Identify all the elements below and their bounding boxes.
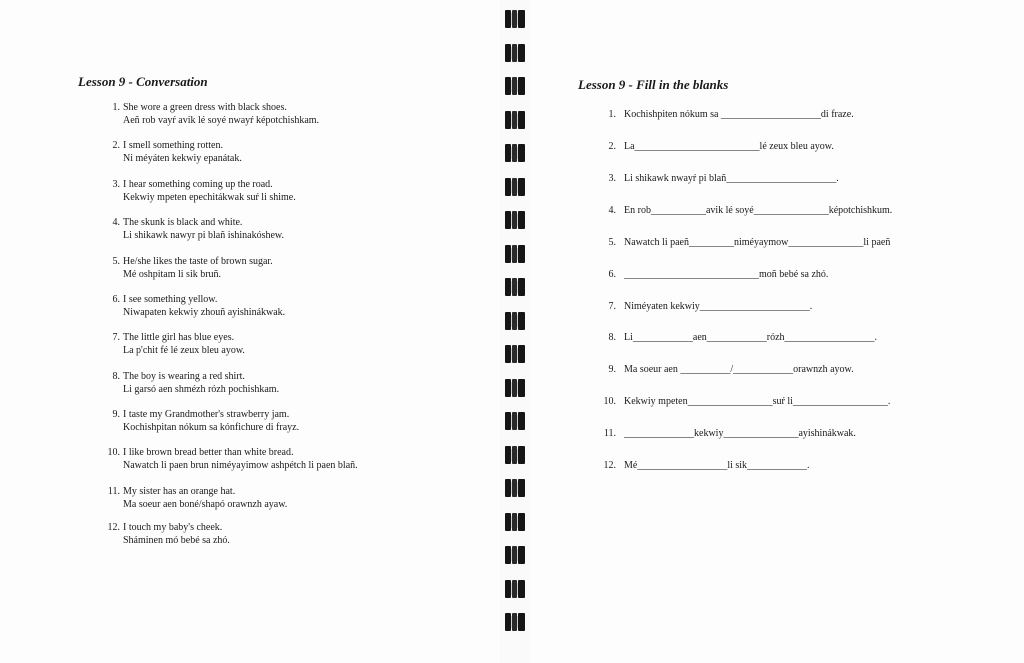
english-sentence: My sister has an orange hat. — [123, 486, 236, 497]
conversation-item — [105, 371, 279, 396]
conversation-item — [105, 409, 299, 434]
item-number: 8. — [112, 371, 120, 382]
english-sentence: The little girl has blue eyes. — [123, 332, 235, 343]
binding-coil — [505, 546, 525, 564]
binding-coil — [505, 144, 525, 162]
left-page — [0, 0, 500, 663]
item-number: 7. — [608, 301, 616, 312]
item-number: 2. — [608, 141, 616, 152]
english-sentence: The skunk is black and white. — [123, 217, 243, 228]
fill-blank-sentence: Kekwiy mpeten_________________suŕ li___________________. — [624, 396, 891, 407]
english-sentence: I see something yellow. — [123, 294, 218, 305]
item-number: 6. — [112, 294, 120, 305]
item-number: 3. — [608, 173, 616, 184]
michif-sentence: Mé oshpitam li sik bruñ. — [123, 268, 222, 280]
conversation-item — [105, 140, 242, 165]
michif-sentence: Ni méyáten kekwiy epanátak. — [123, 152, 242, 164]
item-number: 8. — [608, 332, 616, 343]
fill-blank-sentence: Li shikawk nwayŕ pi blañ______________________. — [624, 173, 839, 184]
michif-sentence: Kochishpitan nókum sa kónfichure di frayz. — [123, 421, 300, 433]
item-number: 12. — [603, 460, 616, 471]
conversation-item — [105, 486, 287, 511]
michif-sentence: Niwapaten kekwiy zhouñ ayishinákwak. — [123, 306, 286, 318]
binding-coil — [505, 44, 525, 62]
item-number: 11. — [107, 486, 120, 497]
item-number: 5. — [608, 237, 616, 248]
item-number: 2. — [112, 140, 120, 151]
item-number: 1. — [608, 109, 616, 120]
fill-blank-sentence: Ma soeur aen __________/____________orawnzh ayow. — [624, 364, 854, 375]
fill-blank-sentence: Mé__________________li sik____________. — [624, 460, 810, 471]
item-number: 4. — [112, 217, 120, 228]
michif-sentence: Kekwiy mpeten epechitákwak suŕ li shime. — [123, 191, 296, 203]
fill-blank-sentence: Li____________aen____________rózh__________________. — [624, 332, 878, 343]
binding-coil — [505, 211, 525, 229]
item-number: 9. — [112, 409, 120, 420]
conversation-item — [105, 217, 284, 242]
item-number: 4. — [608, 205, 616, 216]
item-number: 11. — [603, 428, 616, 439]
binding-coil — [505, 479, 525, 497]
binding-coil — [505, 77, 525, 95]
english-sentence: I like brown bread better than white bread. — [123, 447, 294, 458]
binding-coil — [505, 312, 525, 330]
binding-coil — [505, 613, 525, 631]
right-page-title: Lesson 9 - Fill in the blanks — [578, 77, 729, 92]
english-sentence: I hear something coming up the road. — [123, 179, 273, 190]
fill-blank-sentence: ___________________________moñ bebé sa zhó. — [624, 269, 829, 280]
binding-coil — [505, 446, 525, 464]
item-number: 10. — [107, 447, 120, 458]
binding-coil — [505, 10, 525, 28]
english-sentence: She wore a green dress with black shoes. — [123, 102, 287, 113]
binding-coil — [505, 345, 525, 363]
michif-sentence: Nawatch li paen brun niméyayimow ashpétch li paen blañ. — [123, 459, 358, 471]
fill-blank-sentence: Nawatch li paeñ_________niméyaymow_______________li paeñ — [624, 237, 891, 248]
conversation-item — [105, 179, 296, 204]
english-sentence: I taste my Grandmother's strawberry jam. — [123, 409, 290, 420]
english-sentence: I smell something rotten. — [123, 140, 223, 151]
item-number: 10. — [603, 396, 616, 407]
fill-blank-sentence: Kochishpiten nókum sa ____________________di fraze. — [624, 109, 854, 120]
item-number: 5. — [112, 256, 120, 267]
binding-coil — [505, 379, 525, 397]
conversation-item — [105, 256, 273, 281]
conversation-item — [105, 332, 245, 357]
michif-sentence: Li shikawk nawyr pi blañ ishinakóshew. — [123, 229, 284, 241]
fill-blank-sentence: Niméyaten kekwiy______________________. — [624, 301, 813, 312]
binding-coil — [505, 580, 525, 598]
item-number: 3. — [112, 179, 120, 190]
english-sentence: He/she likes the taste of brown sugar. — [123, 256, 273, 267]
michif-sentence: Sháminen mó bebé sa zhó. — [123, 534, 230, 546]
fill-blank-sentence: La_________________________lé zeux bleu ayow. — [624, 141, 834, 152]
binding-coil — [505, 245, 525, 263]
binding-coil — [505, 412, 525, 430]
item-number: 1. — [112, 102, 120, 113]
item-number: 12. — [107, 522, 120, 533]
spiral-binding — [500, 0, 530, 663]
michif-sentence: Ma soeur aen boné/shapó orawnzh ayaw. — [123, 498, 288, 510]
conversation-item — [105, 447, 358, 472]
michif-sentence: La p'chit fé lé zeux bleu ayow. — [123, 344, 245, 356]
michif-sentence: Aeñ rob vayŕ avik lé soyé nwayŕ képotchishkam. — [123, 114, 320, 126]
binding-coil — [505, 178, 525, 196]
fill-blank-sentence: ______________kekwiy_______________ayishinákwak. — [624, 428, 856, 439]
conversation-item — [105, 102, 319, 127]
michif-sentence: Li garsó aen shmézh rózh pochishkam. — [123, 383, 280, 395]
binding-coil — [505, 278, 525, 296]
item-number: 7. — [112, 332, 120, 343]
conversation-item — [105, 522, 230, 547]
binding-coil — [505, 513, 525, 531]
binding-coil — [505, 111, 525, 129]
english-sentence: I touch my baby's cheek. — [123, 522, 223, 533]
english-sentence: The boy is wearing a red shirt. — [123, 371, 245, 382]
item-number: 6. — [608, 269, 616, 280]
left-page-title: Lesson 9 - Conversation — [78, 74, 208, 89]
conversation-item — [105, 294, 285, 319]
fill-blank-sentence: En rob___________avik lé soyé_______________képotchishkum. — [624, 205, 893, 216]
item-number: 9. — [608, 364, 616, 375]
